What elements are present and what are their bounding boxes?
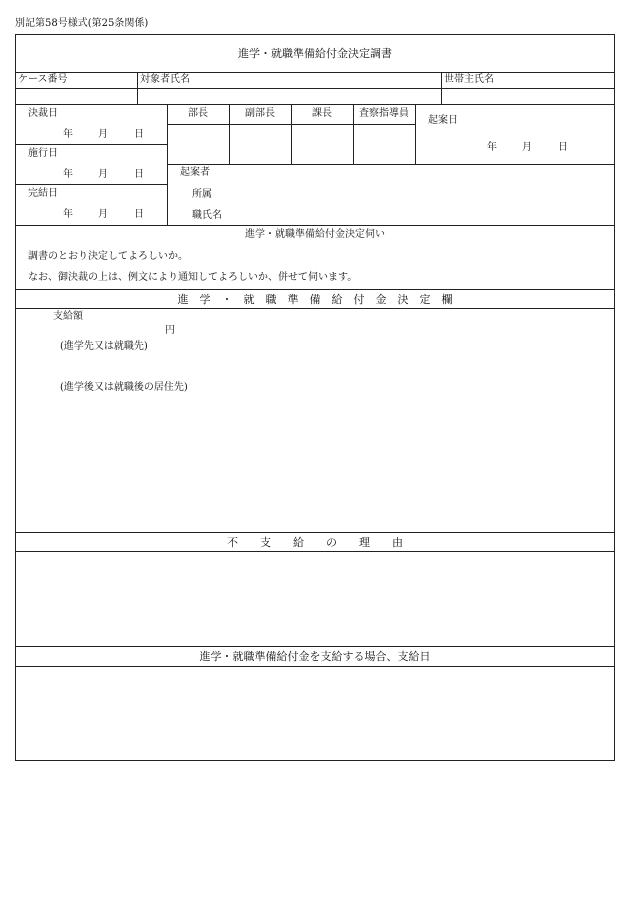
- rule: [15, 646, 615, 647]
- month-label: 月: [98, 169, 108, 180]
- subject-name-label: 対象者氏名: [140, 74, 190, 85]
- year-label: 年: [63, 209, 73, 220]
- case-number-label: ケース番号: [18, 74, 68, 85]
- completion-date-label: 完結日: [28, 188, 58, 199]
- decision-section-heading: 進 学 ・ 就 職 準 備 給 付 金 決 定 欄: [177, 293, 453, 306]
- day-label: 日: [134, 169, 144, 180]
- rule: [15, 551, 615, 552]
- draft-date-label: 起案日: [428, 115, 458, 126]
- section-chief-label: 課長: [312, 108, 332, 119]
- year-label: 年: [487, 142, 497, 153]
- decision-date-label: 決裁日: [28, 108, 58, 119]
- rule: [137, 72, 138, 104]
- day-label: 日: [134, 209, 144, 220]
- year-label: 年: [63, 129, 73, 140]
- enforcement-date-label: 施行日: [28, 148, 58, 159]
- rule: [167, 164, 615, 165]
- rule: [15, 289, 615, 290]
- rule: [15, 88, 615, 89]
- drafter-label: 起案者: [180, 167, 210, 178]
- form-title: 進学・就職準備給付金決定調書: [238, 47, 392, 60]
- rule: [15, 308, 615, 309]
- inquiry-line-2: なお、御決裁の上は、例文により通知してよろしいか、併せて伺います。: [28, 272, 358, 283]
- day-label: 日: [134, 129, 144, 140]
- inspector-label: 査察指導員: [359, 108, 409, 119]
- rule: [15, 532, 615, 533]
- rule: [15, 184, 167, 185]
- department-label: 所属: [192, 189, 212, 200]
- deputy-director-label: 副部長: [245, 108, 275, 119]
- rule: [15, 72, 615, 73]
- year-label: 年: [63, 169, 73, 180]
- rule: [167, 124, 415, 125]
- rule: [15, 144, 167, 145]
- residence-label: (進学後又は就職後の居住先): [60, 382, 188, 393]
- rule: [15, 104, 615, 105]
- form-number-label: 別記第58号様式(第25条関係): [15, 18, 149, 29]
- rule: [415, 104, 416, 164]
- nonpayment-heading: 不 支 給 の 理 由: [227, 536, 403, 549]
- rule: [441, 72, 442, 104]
- householder-name-label: 世帯主氏名: [444, 74, 494, 85]
- yen-label: 円: [165, 325, 175, 336]
- payment-date-heading: 進学・就職準備給付金を支給する場合、支給日: [199, 650, 431, 663]
- inquiry-heading: 進学・就職準備給付金決定伺い: [245, 229, 385, 240]
- rule: [15, 666, 615, 667]
- destination-label: (進学先又は就職先): [60, 341, 148, 352]
- position-name-label: 職氏名: [192, 210, 222, 221]
- month-label: 月: [522, 142, 532, 153]
- day-label: 日: [558, 142, 568, 153]
- month-label: 月: [98, 209, 108, 220]
- payment-amount-label: 支給額: [53, 311, 83, 322]
- month-label: 月: [98, 129, 108, 140]
- rule: [15, 225, 615, 226]
- inquiry-line-1: 調書のとおり決定してよろしいか。: [28, 251, 188, 262]
- director-label: 部長: [188, 108, 208, 119]
